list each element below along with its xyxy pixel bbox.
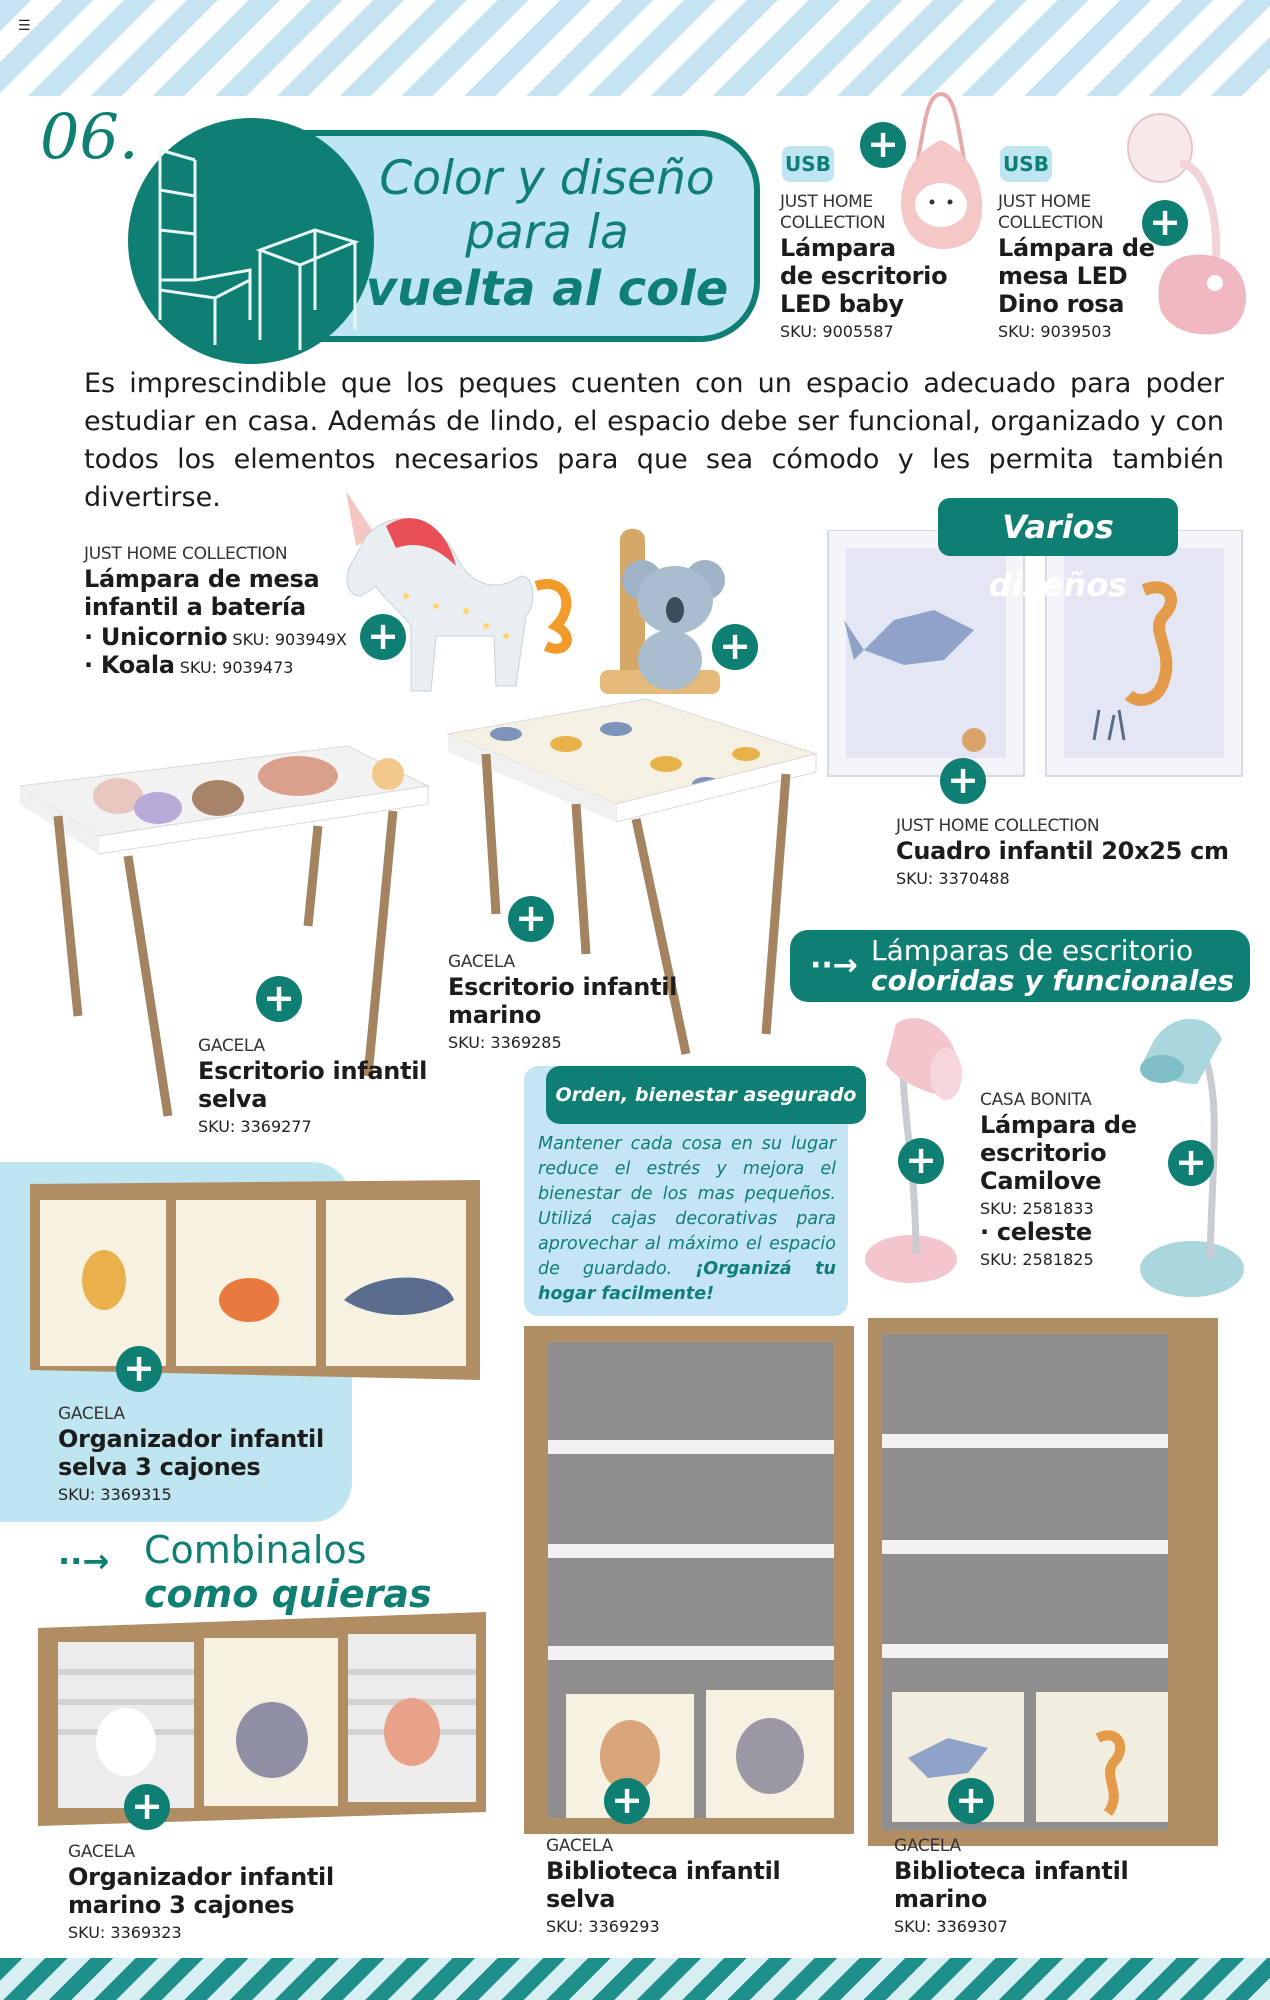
combine-heading-line2: como quieras — [144, 1572, 432, 1616]
lamp-battery-variant-koala: · Koala SKU: 9039473 — [84, 651, 294, 679]
library-marino-sku: SKU: 3369307 — [894, 1917, 1008, 1936]
lamp-dino-brand-line2: COLLECTION — [998, 213, 1104, 233]
library-selva-name-line2: selva — [546, 1885, 616, 1913]
intro-paragraph: Es imprescindible que los peques cuenten con un espacio adecuado para poder estudiar en casa. Además de lindo, el espacio debe ser funcional, organizado y con todos los elementos necesarios para que sea cómodo y les permita también divertirse. — [84, 368, 1224, 513]
add-library-marino-button[interactable]: + — [948, 1778, 994, 1824]
frame-name: Cuadro infantil 20x25 cm — [896, 837, 1229, 865]
add-desk-marino-button[interactable]: + — [508, 896, 554, 942]
library-marino-brand: GACELA — [894, 1836, 961, 1856]
add-frame-button[interactable]: + — [940, 758, 986, 804]
lamp-battery-name-line2: infantil a batería — [84, 593, 306, 621]
banner-title — [352, 152, 742, 318]
banner-title-line1: Color y diseño — [379, 151, 715, 206]
desk-selva-name-line1: Escritorio infantil — [198, 1057, 428, 1085]
lamp-dino-name-line2: mesa LED — [998, 262, 1128, 290]
add-lamp-pink-button[interactable]: + — [898, 1138, 944, 1184]
organizer-marino-name-line2: marino 3 cajones — [68, 1891, 295, 1919]
top-chevron-band — [0, 0, 1270, 96]
variant-unicornio-name: Unicornio — [100, 623, 228, 651]
organizer-selva-image — [24, 1180, 484, 1390]
add-organizer-selva-button[interactable]: + — [116, 1346, 162, 1392]
lamp-baby-name-line1: Lámpara — [780, 234, 896, 262]
library-selva-sku: SKU: 3369293 — [546, 1917, 660, 1936]
lamp-battery-name-line1: Lámpara de mesa — [84, 565, 320, 593]
add-organizer-marino-button[interactable]: + — [124, 1784, 170, 1830]
lamp-dino-brand-line1: JUST HOME — [998, 192, 1091, 212]
lamp-dino-name-line1: Lámpara de — [998, 234, 1155, 262]
arrow-icon: ··→ — [58, 1542, 110, 1580]
lamp-baby-brand-line2: COLLECTION — [780, 213, 886, 233]
library-selva-name-line1: Biblioteca infantil — [546, 1857, 781, 1885]
lamp-dino-sku: SKU: 9039503 — [998, 322, 1112, 341]
section-number: 06. — [40, 100, 139, 173]
lamps-heading-line2: coloridas y funcionales — [871, 964, 1235, 997]
lamp-baby-name-line2: de escritorio — [780, 262, 948, 290]
organizer-selva-sku: SKU: 3369315 — [58, 1485, 172, 1504]
lamp-baby-name-line3: LED baby — [780, 290, 904, 318]
banner-title-line3: vuelta al cole — [365, 261, 729, 317]
lamp-baby-info — [780, 192, 980, 341]
frame-info — [896, 816, 1236, 888]
hamburger-menu-icon[interactable]: ☰ — [18, 18, 31, 34]
library-selva-info — [546, 1836, 846, 1936]
add-lamp-celeste-button[interactable]: + — [1168, 1140, 1214, 1186]
add-lamp-dino-button[interactable]: + — [1142, 200, 1188, 246]
variant-koala-name: Koala — [100, 651, 175, 679]
desk-selva-sku: SKU: 3369277 — [198, 1117, 312, 1136]
library-selva-image — [524, 1326, 856, 1836]
usb-badge: USB — [1000, 146, 1052, 182]
variant-unicornio-sku: SKU: 903949X — [232, 630, 347, 649]
varios-disenos-tag: Varios diseños — [938, 498, 1178, 556]
frame-sku: SKU: 3370488 — [896, 869, 1010, 888]
lamp-camilove-name-line1: Lámpara de — [980, 1111, 1137, 1139]
bottom-chevron-band — [0, 1958, 1270, 2000]
desk-marino-sku: SKU: 3369285 — [448, 1033, 562, 1052]
chairs-illustration — [140, 130, 360, 350]
organizer-marino-brand: GACELA — [68, 1842, 135, 1862]
organizer-selva-name-line1: Organizador infantil — [58, 1425, 324, 1453]
organizer-selva-name-line2: selva 3 cajones — [58, 1453, 261, 1481]
usb-badge: USB — [782, 146, 834, 182]
desk-marino-info — [448, 952, 748, 1052]
add-library-selva-button[interactable]: + — [604, 1778, 650, 1824]
desk-marino-brand: GACELA — [448, 952, 515, 972]
koala-lamp-image — [590, 520, 740, 700]
lamp-camilove-variant-sku: SKU: 2581825 — [980, 1250, 1094, 1269]
organizer-marino-sku: SKU: 3369323 — [68, 1923, 182, 1942]
add-lamp-baby-button[interactable]: + — [860, 122, 906, 168]
desk-selva-name-line2: selva — [198, 1085, 268, 1113]
variant-koala-sku: SKU: 9039473 — [179, 658, 294, 677]
frame-brand: JUST HOME COLLECTION — [896, 816, 1100, 836]
library-marino-info — [894, 1836, 1194, 1936]
lamp-baby-sku: SKU: 9005587 — [780, 322, 894, 341]
lamps-heading-pill — [790, 930, 1250, 1002]
library-marino-name-line2: marino — [894, 1885, 988, 1913]
add-koala-lamp-button[interactable]: + — [712, 624, 758, 670]
organizer-marino-name-line1: Organizador infantil — [68, 1863, 334, 1891]
library-marino-name-line1: Biblioteca infantil — [894, 1857, 1129, 1885]
organizer-marino-info — [68, 1842, 368, 1942]
unicorn-lamp-image — [336, 486, 586, 706]
lamp-camilove-name-line2: escritorio — [980, 1139, 1107, 1167]
note-text — [538, 1132, 836, 1307]
organizer-selva-brand: GACELA — [58, 1404, 125, 1424]
add-desk-selva-button[interactable]: + — [256, 976, 302, 1022]
note-title: Orden, bienestar asegurado — [546, 1066, 866, 1124]
desk-selva-brand: GACELA — [198, 1036, 265, 1056]
arrow-icon: ··→ — [810, 948, 858, 983]
lamp-dino-name-line3: Dino rosa — [998, 290, 1125, 318]
lamp-camilove-info: CASA BONITA Lámpara de escritorio Camilove SKU: 2581833 · celeste SKU: 2581825 — [980, 1090, 1180, 1269]
note-body: Mantener cada cosa en su lugar reduce el estrés y mejora el bienestar de los mas pequeños. Utilizá cajas decorativas para aprovechar al máximo el espacio de guardado. — [538, 1134, 836, 1279]
lamp-battery-variant-unicornio: · Unicornio SKU: 903949X — [84, 623, 347, 651]
library-marino-image — [868, 1318, 1220, 1848]
combine-heading-line1: Combinalos — [144, 1528, 367, 1572]
combine-heading — [58, 1528, 432, 1616]
organizer-selva-info — [58, 1404, 358, 1504]
lamp-camilove-name-line3: Camilove — [980, 1167, 1102, 1195]
note-cta: ¡Organizá tu hogar facilmente! — [538, 1259, 836, 1304]
banner-title-line2: para la — [465, 205, 629, 260]
add-unicorn-lamp-button[interactable]: + — [360, 614, 406, 660]
lamp-dino-info — [998, 192, 1198, 341]
lamp-battery-brand: JUST HOME COLLECTION — [84, 544, 288, 564]
desk-marino-name-line2: marino — [448, 1001, 542, 1029]
lamp-camilove-sku: SKU: 2581833 — [980, 1199, 1094, 1218]
lamps-heading-line1: Lámparas de escritorio — [871, 934, 1194, 967]
lamp-baby-brand-line1: JUST HOME — [780, 192, 873, 212]
desk-marino-name-line1: Escritorio infantil — [448, 973, 678, 1001]
lamp-camilove-brand: CASA BONITA — [980, 1090, 1092, 1110]
library-selva-brand: GACELA — [546, 1836, 613, 1856]
organizer-marino-image — [36, 1612, 492, 1832]
lamp-camilove-variant-name: celeste — [996, 1218, 1092, 1246]
